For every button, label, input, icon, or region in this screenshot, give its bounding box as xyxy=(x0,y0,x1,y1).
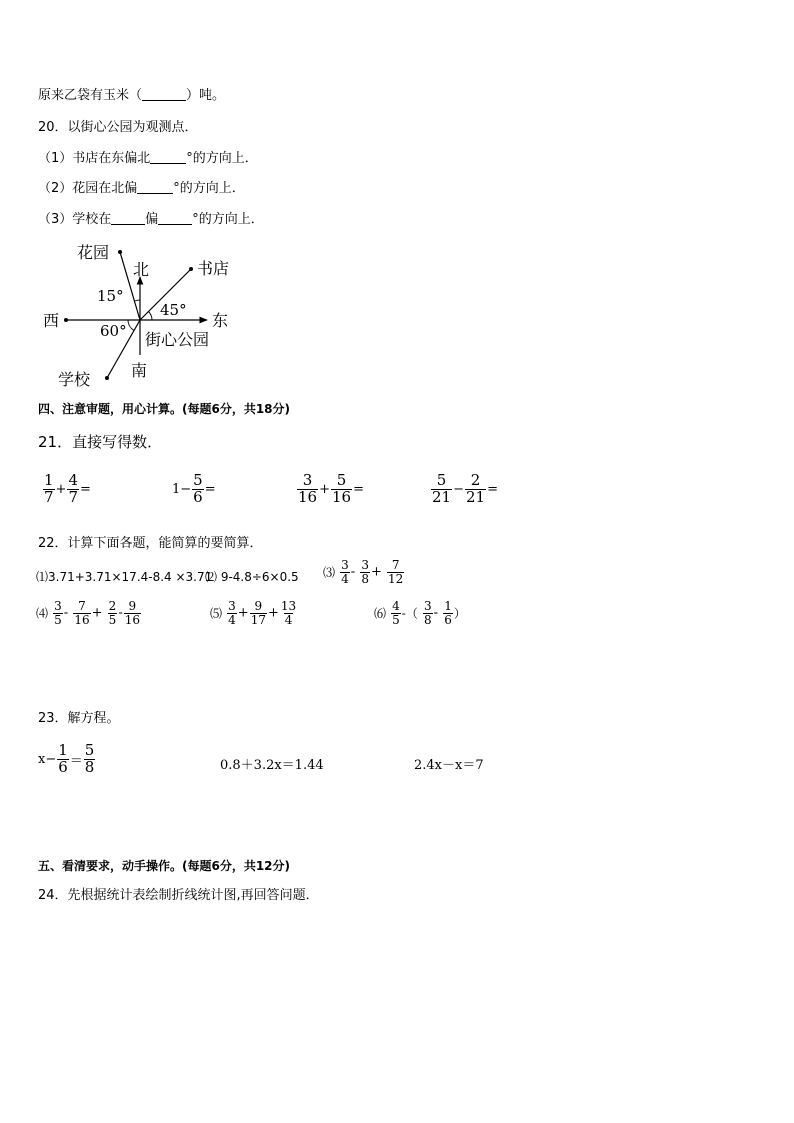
garden-label: 花园 xyxy=(77,243,110,262)
q22-problem-3: ⑶ $\frac{3}{4}$ - $\frac{3}{8}$ + $\frac{7}{12}$ xyxy=(323,558,404,586)
west-endpoint xyxy=(64,318,68,322)
arc-60 xyxy=(128,320,134,330)
q23-equation-3: 2.4x－x＝7 xyxy=(414,758,484,773)
bookstore-label: 书店 xyxy=(197,259,230,278)
q22-problem-5: ⑸ $\frac{3}{4}$ + $\frac{9}{17}$ + $\frac{13}{4}$ xyxy=(210,599,297,627)
south-label: 南 xyxy=(131,361,148,380)
west-label: 西 xyxy=(43,311,60,330)
bookstore-point xyxy=(189,267,193,271)
section-5-title: 五、看清要求，动手操作。(每题6分，共12分) xyxy=(38,859,291,873)
garden-point xyxy=(118,250,122,254)
q20-part2: （2）花园在北偏 °的方向上． xyxy=(38,181,245,196)
q21-expr-1: $\frac{1}{7}$ + $\frac{4}{7}$ = xyxy=(44,471,91,506)
q23-equation-1: x− $\frac{1}{6}$ ＝ $\frac{5}{8}$ xyxy=(38,741,95,776)
q22-problem-2: ⑵ 9-4.8÷6×0.5 xyxy=(205,570,299,584)
q21-expr-4: $\frac{5}{21}$ − $\frac{2}{21}$ = xyxy=(432,471,498,506)
arc-45 xyxy=(149,312,153,321)
q24-title: 24．先根据统计表绘制折线统计图,再回答问题． xyxy=(38,888,319,903)
q23-equation-2: 0.8＋3.2x＝1.44 xyxy=(220,758,324,773)
q21-expr-3: $\frac{3}{16}$ + $\frac{5}{16}$ = xyxy=(298,471,364,506)
q19-tail: 原来乙袋有玉米（ ）吨。 xyxy=(38,88,226,103)
q20-part3: （3）学校在 偏 °的方向上． xyxy=(38,212,264,227)
angle-15-label: 15° xyxy=(97,287,124,305)
q22-title: 22．计算下面各题，能简算的要简算． xyxy=(38,536,263,551)
school-point xyxy=(105,376,109,380)
q23-title: 23．解方程。 xyxy=(38,711,120,726)
center-park-label: 街心公园 xyxy=(145,330,210,349)
east-label: 东 xyxy=(212,311,229,330)
q21-expr-2: 1− $\frac{5}{6}$ = xyxy=(172,471,216,506)
school-label: 学校 xyxy=(58,370,91,389)
arc-15 xyxy=(135,300,141,301)
q20-part1: （1）书店在东偏北 °的方向上． xyxy=(38,151,258,166)
q21-title: 21．直接写得数． xyxy=(38,433,163,451)
q22-problem-4: ⑷ $\frac{3}{5}$ - $\frac{7}{16}$ + $\frac{2}{5}$ - $\frac{9}{16}$ xyxy=(36,599,140,627)
q22-problem-6: ⑹ $\frac{4}{5}$ -（ $\frac{3}{8}$ - $\frac{1}{6}$ ） xyxy=(374,599,466,627)
angle-45-label: 45° xyxy=(160,301,187,319)
angle-60-label: 60° xyxy=(100,322,127,340)
north-label: 北 xyxy=(133,260,150,279)
section-4-title: 四、注意审题，用心计算。(每题6分，共18分) xyxy=(38,402,291,416)
q20-title: 20．以街心公园为观测点． xyxy=(38,120,198,135)
q22-problem-1: ⑴3.71+3.71×17.4-8.4 ×3.71 xyxy=(36,570,213,584)
